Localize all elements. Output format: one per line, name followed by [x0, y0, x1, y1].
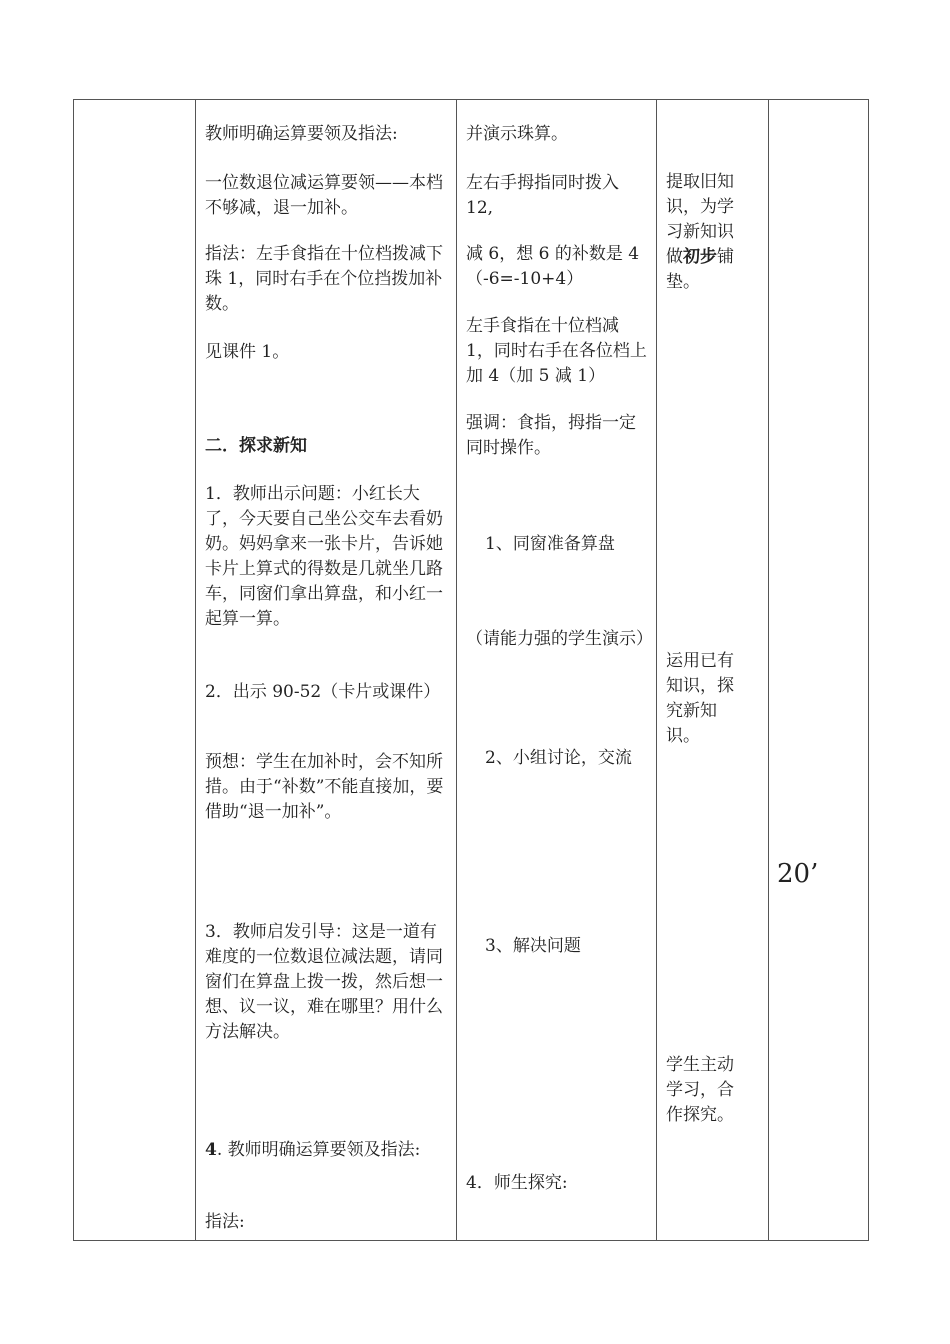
teacher-step-text: 教师明确运算要领及指法: — [205, 124, 398, 144]
intent-text-part: 提取旧知识，为学习新知识做 — [666, 172, 734, 267]
student-step-text: （请能力强的学生演示） — [466, 629, 653, 649]
step-text: . 教师明确运算要领及指法: — [216, 1140, 421, 1160]
teacher-step-text: 2．出示 90-52（卡片或课件） — [205, 682, 441, 702]
intent-text-bold: 初步 — [683, 247, 717, 267]
student-step-text: 左右手拇指同时拨入 12, — [466, 173, 619, 218]
student-activity-column — [457, 100, 656, 1240]
teacher-step-text: 1．教师出示问题：小红长大了，今天要自己坐公交车去看奶奶。妈妈拿来一张卡片，告诉她卡片上算式的得数是几就坐几路车，同窗们拿出算盘，和小红一起算一算。 — [205, 484, 443, 629]
section-heading: 二．探求新知 — [205, 436, 307, 456]
teacher-step-text: 见课件 1。 — [205, 342, 290, 362]
time-allocation: 20’ — [777, 859, 819, 889]
teacher-step-text: 3．教师启发引导：这是一道有难度的一位数退位减法题，请同窗们在算盘上拨一拨，然后想一想、议一议，难在哪里？用什么方法解决。 — [205, 922, 443, 1042]
teacher-step-text: 预想：学生在加补时，会不知所措。由于“补数”不能直接加，要借助“退一加补”。 — [205, 752, 444, 822]
student-step-text: 2、小组讨论，交流 — [485, 748, 632, 768]
student-step-text: 4．师生探究: — [466, 1173, 568, 1193]
time-column — [769, 100, 869, 1240]
design-intent-column — [657, 100, 768, 1240]
intent-text-part: 铺垫。 — [666, 247, 734, 292]
student-step-text: 减 6，想 6 的补数是 4（-6=-10+4） — [466, 244, 640, 289]
student-step-text: 1、同窗准备算盘 — [485, 534, 615, 554]
intent-text: 学生主动学习，合作探究。 — [666, 1055, 734, 1125]
teacher-step-text: 一位数退位减运算要领——本档不够减，退一加补。 — [205, 173, 443, 218]
student-step-text: 左手食指在十位档减 1，同时右手在各位档上加 4（加 5 减 1） — [466, 316, 647, 386]
intent-text: 运用已有知识，探究新知识。 — [666, 651, 734, 746]
student-step-text: 并演示珠算。 — [466, 124, 568, 144]
step-number: 4 — [205, 1140, 217, 1160]
teacher-activity-column — [196, 100, 456, 1240]
teacher-step-text: 指法：左手食指在十位档拨减下珠 1，同时右手在个位挡拨加补数。 — [205, 244, 443, 314]
intent-text — [666, 170, 748, 295]
teacher-step-text — [205, 1138, 447, 1163]
student-step-text: 强调：食指，拇指一定同时操作。 — [466, 413, 636, 458]
lesson-plan-table — [73, 99, 869, 1241]
teacher-step-text: 指法: — [205, 1212, 245, 1232]
student-step-text: 3、解决问题 — [485, 936, 581, 956]
